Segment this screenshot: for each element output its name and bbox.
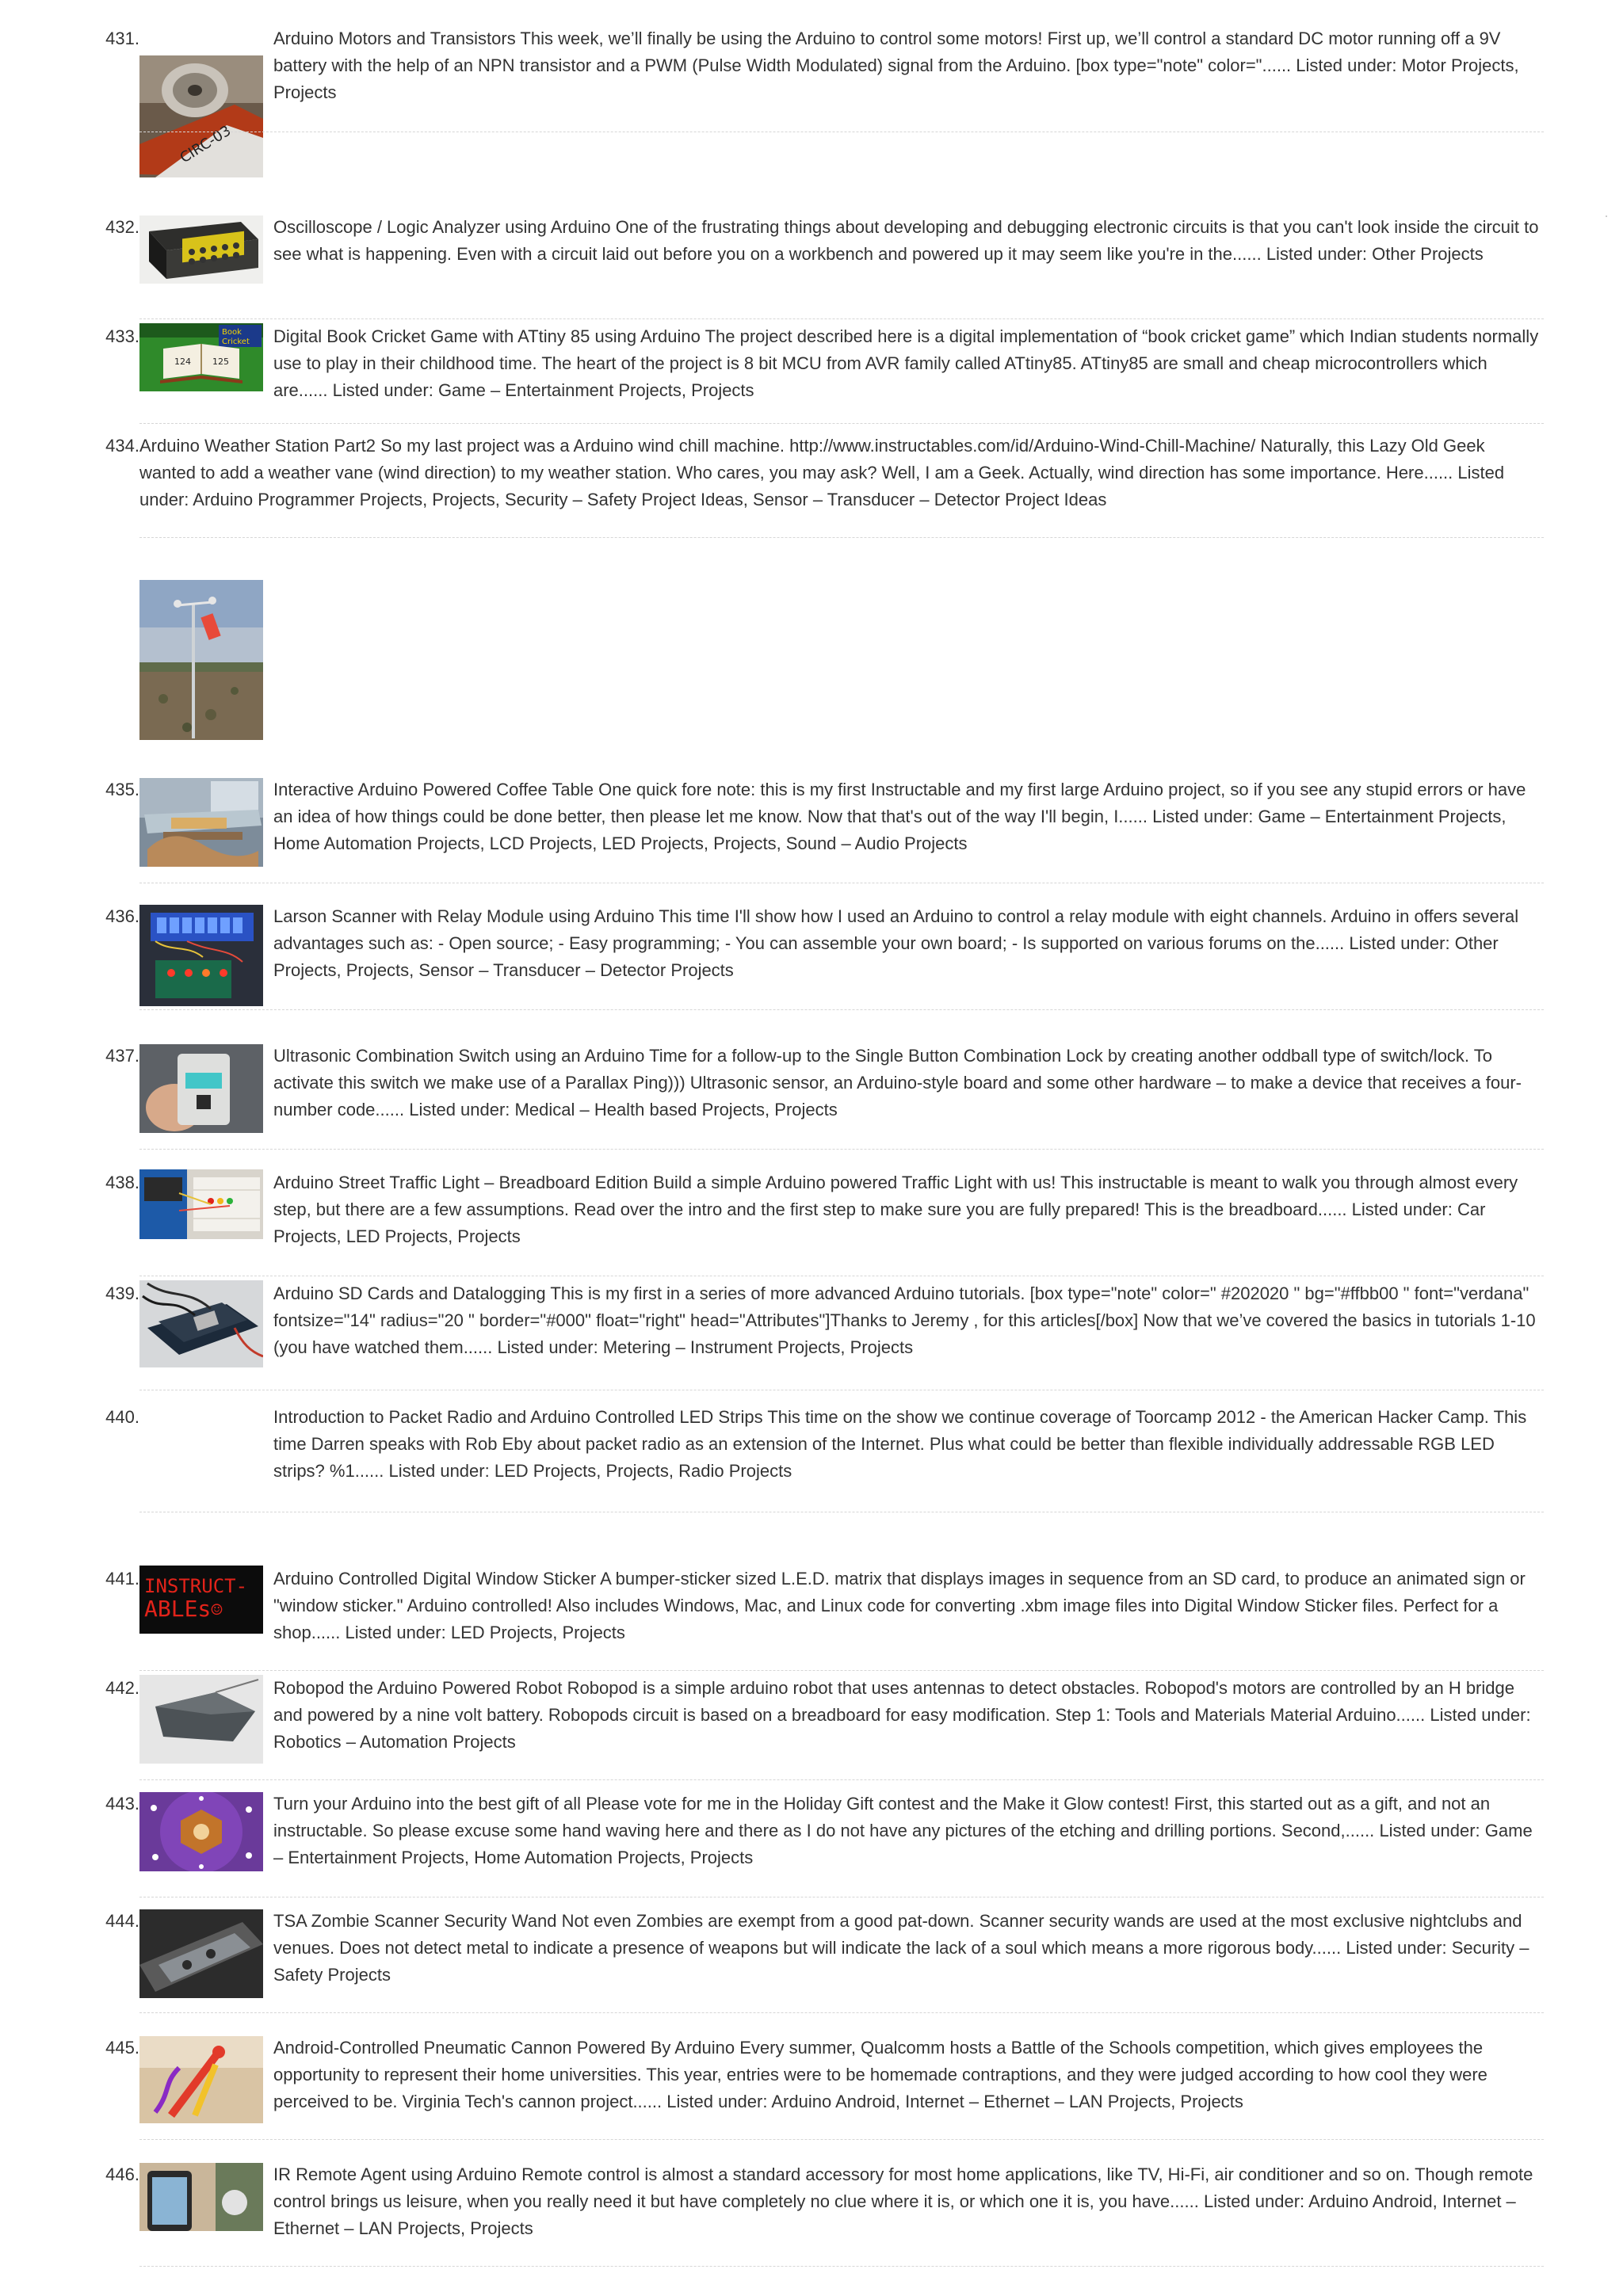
item-categories[interactable]: Metering – Instrument Projects, Projects bbox=[602, 1337, 914, 1357]
item-excerpt: Please vote for me in the Holiday Gift contest and the Make it Glow contest! First, this started out as a gift, and not an instructable. So please excuse some hand waving here and there as I do not have any pictures of the etching and drilling portions. Second,...... bbox=[273, 1794, 1491, 1840]
item-text bbox=[273, 1169, 1541, 1250]
item-number: 439. bbox=[105, 1283, 139, 1303]
thumbnail-sd-shield[interactable] bbox=[139, 1280, 263, 1367]
item-text bbox=[273, 2035, 1541, 2115]
item-categories[interactable]: LED Projects, Projects bbox=[450, 1623, 625, 1642]
svg-text:Cricket: Cricket bbox=[222, 338, 250, 346]
item-text bbox=[139, 433, 1542, 513]
svg-text:CIRC-03: CIRC-03 bbox=[177, 122, 235, 167]
svg-text:Book: Book bbox=[222, 328, 242, 337]
item-categories[interactable]: Game – Entertainment Projects, Home Automation Projects, LCD Projects, LED Projects, Projects, Sound – Audio Projects bbox=[273, 807, 1507, 853]
svg-text:125: 125 bbox=[212, 357, 229, 367]
item-title-link[interactable]: Introduction to Packet Radio and Arduino Controlled LED Strips bbox=[273, 1407, 763, 1427]
item-excerpt: The project described here is a digital implementation of “book cricket game” which Indian students normally use to play in their childhood time. The heart of the project is 8 bit MCU from AVR family called ATtiny85. ATtiny85 are small and cheap microcontrollers which are...... bbox=[273, 326, 1539, 400]
item-excerpt: This is my first in a series of more advanced Arduino tutorials. [box type="note" color=" #202020 " bg="#ffbb00 " font="verdana" fontsize="14" radius="20 " border="#000" float="right" head="Attributes"]Thanks to Jeremy , for this articles[/box] Now that we’ve covered the basics in tutorials 1-10 (you have watched them...... bbox=[273, 1283, 1536, 1357]
item-title-link[interactable]: Android-Controlled Pneumatic Cannon Powered By Arduino bbox=[273, 2038, 735, 2058]
item-excerpt: Build a simple Arduino powered Traffic Light with us! This instructable is meant to walk you through almost every step, but there are a few assumptions. Read over the intro and the first step to make sure you are fully prepared! This is the breadboard...... bbox=[273, 1173, 1518, 1219]
item-title-link[interactable]: Arduino Street Traffic Light – Breadboard Edition bbox=[273, 1173, 648, 1192]
item-text bbox=[273, 1280, 1541, 1361]
item-excerpt: Not even Zombies are exempt from a good pat-down. Scanner security wands are used at the most exclusive nightclubs and venues. Does not detect metal to indicate a presence of weapons but will indicate the lack of a soul which means a more rigorous body...... bbox=[273, 1911, 1522, 1958]
listed-under-label: Listed under: bbox=[666, 2092, 768, 2111]
item-number: 440. bbox=[105, 1407, 139, 1427]
item-title-link[interactable]: Digital Book Cricket Game with ATtiny 85 using Arduino bbox=[273, 326, 701, 346]
item-number: 436. bbox=[105, 906, 139, 926]
item-excerpt: Remote control is almost a standard accessory for most home applications, like TV, Hi-Fi, air conditioner and so on. Though remote control brings us leisure, when you really need it but have completely no clue where it is, or which one it is, you have...... bbox=[273, 2164, 1533, 2211]
item-number: 444. bbox=[105, 1911, 139, 1931]
item-number: 443. bbox=[105, 1794, 139, 1814]
listed-under-label: Listed under: bbox=[388, 1461, 490, 1481]
item-number: 434. bbox=[105, 436, 139, 456]
thumbnail-coffee-table[interactable] bbox=[139, 778, 263, 867]
sign-line-1: INSTRUCT- bbox=[144, 1575, 248, 1597]
listed-under-label: Listed under: bbox=[1296, 55, 1397, 75]
item-title-link[interactable]: Arduino Motors and Transistors bbox=[273, 29, 516, 48]
item-title-link[interactable]: Interactive Arduino Powered Coffee Table bbox=[273, 780, 594, 799]
listed-under-label: Listed under: bbox=[409, 1100, 510, 1119]
listed-under-label: Listed under: bbox=[1346, 1938, 1447, 1958]
item-title-link[interactable]: Arduino Weather Station Part2 bbox=[139, 436, 376, 456]
item-text bbox=[273, 2161, 1541, 2242]
divider bbox=[139, 2012, 1544, 2013]
item-number: 446. bbox=[105, 2164, 139, 2184]
item-text bbox=[273, 1404, 1541, 1485]
item-text bbox=[273, 1566, 1541, 1646]
item-categories[interactable]: Robotics – Automation Projects bbox=[273, 1732, 516, 1752]
listed-under-label: Listed under: bbox=[497, 1337, 598, 1357]
item-excerpt: One quick fore note: this is my first Instructable and my first large Arduino project, so if you see any stupid errors or have an idea of how things could be done better, then please let me know. Now that that's out of the way I'll begin, I...... bbox=[273, 780, 1526, 826]
thumbnail-logic-analyzer-box[interactable] bbox=[139, 215, 263, 284]
item-excerpt: This week, we’ll finally be using the Arduino to control some motors! First up, we’ll control a standard DC motor running off a 9V battery with the help of an NPN transistor and a PWM (Pulse Width Modulated) signal from the Arduino. [box type="note" color="...... bbox=[273, 29, 1501, 75]
sign-line-2 bbox=[139, 1597, 263, 1622]
item-categories[interactable]: Other Projects bbox=[1372, 244, 1484, 264]
item-title-link[interactable]: Arduino SD Cards and Datalogging bbox=[273, 1283, 546, 1303]
item-excerpt: So my last project was a Arduino wind chill machine. http://www.instructables.com/id/Arduino-Wind-Chill-Machine/ Naturally, this Lazy Old Geek wanted to add a weather vane (wind direction) to my weather station. Who cares, you may ask? Well, I am a Geek. Actually, wind direction has some importance. Here...... bbox=[139, 436, 1485, 482]
listed-under-label: Listed under: bbox=[345, 1623, 446, 1642]
item-title-link[interactable]: Oscilloscope / Logic Analyzer using Arduino bbox=[273, 217, 611, 237]
divider bbox=[139, 1670, 1544, 1671]
item-title-link[interactable]: IR Remote Agent using Arduino bbox=[273, 2164, 517, 2184]
item-excerpt: This time I'll show how I used an Arduino to control a relay module with eight channels. Arduino in offers several advantages such as: - Open source; - Easy programming; - You can assemble your own board; - Is supported on various forums on the...... bbox=[273, 906, 1519, 953]
listed-under-label: Listed under: bbox=[1203, 2191, 1305, 2211]
thumbnail-robopod[interactable] bbox=[139, 1675, 263, 1764]
listed-under-label: Listed under: bbox=[1430, 1705, 1531, 1725]
divider bbox=[139, 1009, 1544, 1010]
item-number: 431. bbox=[105, 29, 139, 48]
item-title-link[interactable]: Turn your Arduino into the best gift of all bbox=[273, 1794, 582, 1814]
smiley-icon: ☺ bbox=[211, 1599, 223, 1621]
divider bbox=[139, 423, 1544, 424]
listed-under-label: Listed under: bbox=[1379, 1821, 1480, 1840]
item-categories[interactable]: Car Projects, LED Projects, Projects bbox=[273, 1199, 1486, 1246]
item-text bbox=[273, 214, 1541, 268]
item-categories[interactable]: Other Projects, Projects, Sensor – Transducer – Detector Projects bbox=[273, 933, 1499, 980]
listed-under-label: Listed under: bbox=[1152, 807, 1254, 826]
item-number: 435. bbox=[105, 780, 139, 799]
thumbnail-phone-remote[interactable] bbox=[139, 2163, 263, 2231]
item-categories[interactable]: Security – Safety Projects bbox=[273, 1938, 1529, 1985]
item-text bbox=[273, 25, 1541, 106]
item-categories[interactable]: LED Projects, Projects, Radio Projects bbox=[494, 1461, 792, 1481]
item-excerpt: Robopod is a simple arduino robot that uses antennas to detect obstacles. Robopod's motors are controlled by an H bridge and powered by a nine volt battery. Robopods circuit is based on a breadboard for easy modification. Step 1: Tools and Materials Material Arduino...... bbox=[273, 1678, 1514, 1725]
thumbnail-scanner-wand[interactable] bbox=[139, 1909, 263, 1998]
item-text bbox=[273, 1791, 1541, 1871]
item-text bbox=[273, 1675, 1541, 1756]
item-categories[interactable]: Arduino Android, Internet – Ethernet – LAN Projects, Projects bbox=[273, 2191, 1516, 2238]
item-excerpt: Time for a follow-up to the Single Button Combination Lock by creating another oddball type of switch/lock. To activate this switch we make use of a Parallax Ping))) Ultrasonic sensor, an Arduino-style board and some other hardware – to make a device that receives a four-number code...... bbox=[273, 1046, 1522, 1119]
item-text bbox=[273, 776, 1541, 857]
item-categories[interactable]: Arduino Programmer Projects, Projects, Security – Safety Project Ideas, Sensor – Transducer – Detector Project Ideas bbox=[193, 490, 1107, 509]
item-number: 442. bbox=[105, 1678, 139, 1698]
item-number: 445. bbox=[105, 2038, 139, 2058]
item-number: 433. bbox=[105, 326, 139, 346]
listed-under-label: Listed under: bbox=[1266, 244, 1368, 264]
svg-text:124: 124 bbox=[174, 357, 191, 367]
item-title-link[interactable]: Robopod the Arduino Powered Robot bbox=[273, 1678, 563, 1698]
item-text bbox=[273, 323, 1541, 404]
item-title-link[interactable]: Arduino Controlled Digital Window Sticker bbox=[273, 1569, 597, 1589]
item-categories[interactable]: Arduino Android, Internet – Ethernet – LAN Projects, Projects bbox=[771, 2092, 1243, 2111]
stray-pixel bbox=[1606, 215, 1607, 217]
thumbnail-relay-module[interactable] bbox=[139, 905, 263, 1006]
item-text bbox=[273, 1908, 1541, 1989]
listed-under-label: Listed under: bbox=[1351, 1199, 1453, 1219]
item-number: 432. bbox=[105, 217, 139, 237]
item-excerpt: Every summer, Qualcomm hosts a Battle of the Schools competition, which gives employees the opportunity to represent their home universities. This year, entries were to be homemade contraptions, and they were judged according to how cool they were perceived to be. Virginia Tech's cannon project...... bbox=[273, 2038, 1487, 2111]
divider bbox=[139, 1149, 1544, 1150]
item-title-link[interactable]: Larson Scanner with Relay Module using Arduino bbox=[273, 906, 655, 926]
divider bbox=[139, 2139, 1544, 2140]
item-number: 441. bbox=[105, 1569, 139, 1589]
item-categories[interactable]: Game – Entertainment Projects, Home Automation Projects, Projects bbox=[273, 1821, 1533, 1867]
item-categories[interactable]: Game – Entertainment Projects, Projects bbox=[437, 380, 754, 400]
item-text bbox=[273, 1043, 1541, 1123]
thumbnail-glow-gift[interactable] bbox=[139, 1792, 263, 1871]
divider bbox=[139, 318, 1544, 319]
divider bbox=[139, 2266, 1544, 2267]
item-excerpt: One of the frustrating things about developing and debugging electronic circuits is that you can't look inside the circuit to see what is happening. Even with a circuit laid out before you on a workbench and powered up it may seem like you're in the...... bbox=[273, 217, 1539, 264]
item-categories[interactable]: Motor Projects, Projects bbox=[273, 55, 1519, 102]
divider bbox=[139, 537, 1544, 538]
item-categories[interactable]: Medical – Health based Projects, Projects bbox=[514, 1100, 838, 1119]
item-title-link[interactable]: Ultrasonic Combination Switch using an Arduino bbox=[273, 1046, 645, 1066]
item-excerpt: This time on the show we continue coverage of Toorcamp 2012 - the American Hacker Camp. This time Darren speaks with Rob Eby about packet radio as an extension of the Internet. Plus what could be better than flexible individually addressable RGB LED strips? %1...... bbox=[273, 1407, 1527, 1481]
thumbnail-dc-motor[interactable] bbox=[139, 55, 263, 177]
sign-line-2-text: ABLEs bbox=[144, 1596, 212, 1622]
thumbnail-breadboard-traffic[interactable] bbox=[139, 1169, 263, 1239]
thumbnail-book-cricket[interactable] bbox=[139, 323, 263, 391]
item-title-link[interactable]: TSA Zombie Scanner Security Wand bbox=[273, 1911, 557, 1931]
thumbnail-led-matrix-sign[interactable] bbox=[139, 1566, 263, 1634]
thumbnail-cannon[interactable] bbox=[139, 2036, 263, 2123]
item-excerpt: A bumper-sticker sized L.E.D. matrix that displays images in sequence from an SD card, to produce an animated sign or "window sticker." Arduino controlled! Also includes Windows, Mac, and Linux code for converting .xbm image files into Digital Window Sticker files. Perfect for a shop...... bbox=[273, 1569, 1526, 1642]
listed-under-label: Listed under: bbox=[332, 380, 433, 400]
item-text bbox=[273, 903, 1541, 984]
divider bbox=[139, 1779, 1544, 1780]
thumbnail-weather-mast[interactable] bbox=[139, 580, 263, 740]
thumbnail-ultrasonic-device[interactable] bbox=[139, 1044, 263, 1133]
listed-under-label: Listed under: bbox=[1349, 933, 1450, 953]
item-number: 437. bbox=[105, 1046, 139, 1066]
listed-under-label: Listed under: bbox=[139, 463, 1505, 509]
item-number: 438. bbox=[105, 1173, 139, 1192]
